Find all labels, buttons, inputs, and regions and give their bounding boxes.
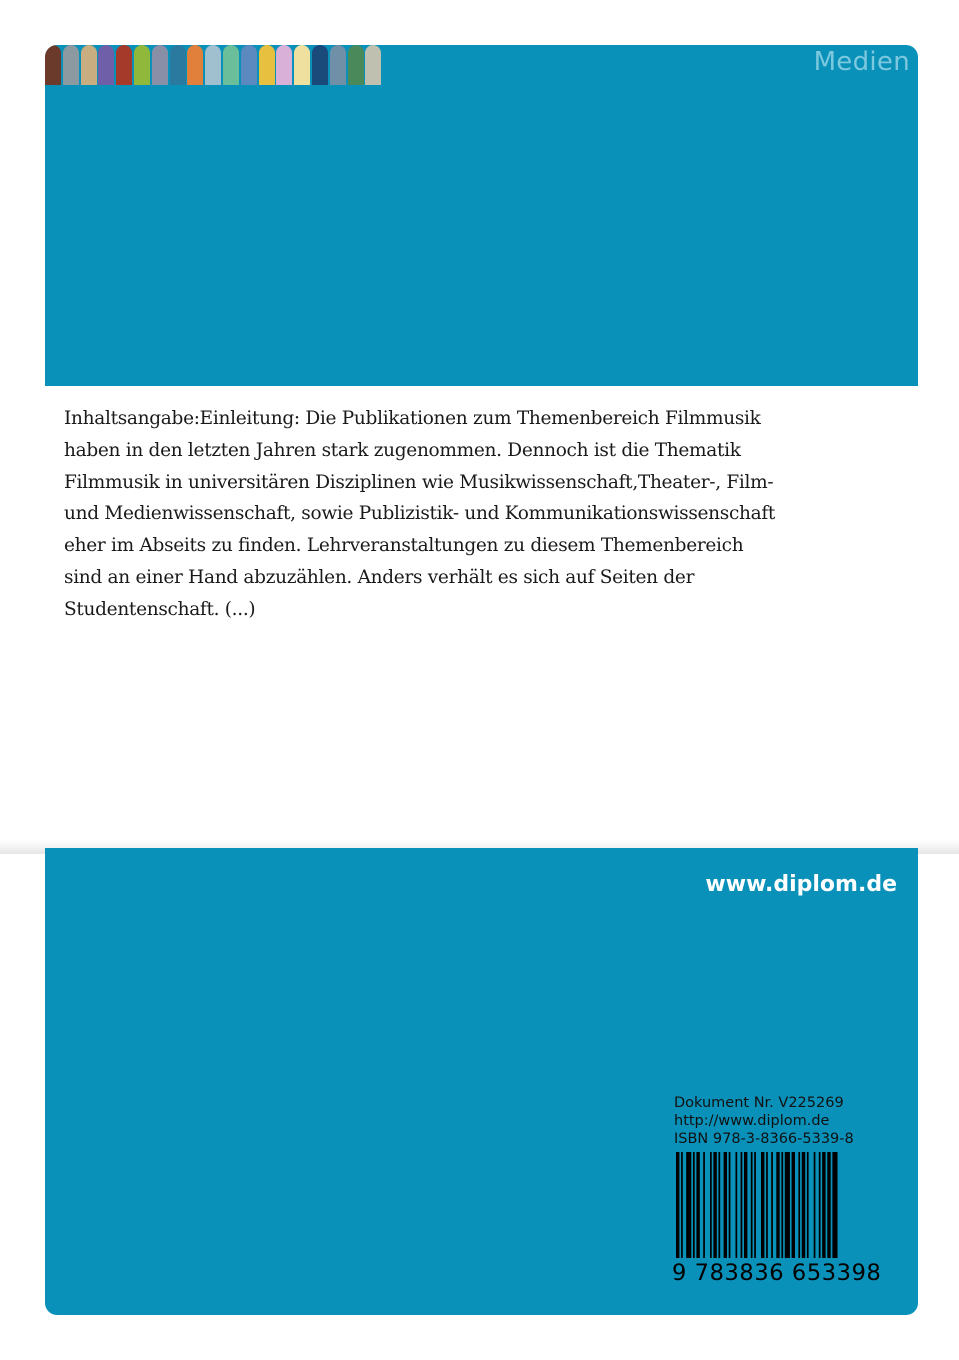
color-stripe [81,45,97,85]
barcode-bar [713,1152,716,1258]
barcode-bar [761,1152,764,1258]
color-stripe [330,45,346,85]
document-url: http://www.diplom.de [674,1113,830,1129]
color-stripe [348,45,364,85]
barcode-bar [781,1152,783,1258]
barcode-bar [754,1152,756,1258]
color-stripe [276,45,292,85]
barcode-bar [802,1152,805,1258]
series-label: Medien [813,47,910,77]
book-blurb: Inhaltsangabe:Einleitung: Die Publikationen zum Themenbereich Filmmusik haben in den letzten Jahren stark zugenommen. Dennoch ist die Thematik Filmmusik in universitären Disziplinen wie Musikwissenschaft,Theater-, Film- und Medienwissenschaft, sowie Publizistik- und Kommunikationswissenschaft eher im Abseits zu finden. Lehrveranstaltungen zu diesem Themenbereich sind an einer Hand abzuzählen. Anders verhält es sich auf Seiten der Studentenschaft. (...) [64,408,776,620]
color-stripe [294,45,310,85]
barcode-bar [676,1152,679,1258]
barcode-bar [785,1152,790,1258]
barcode-bar [798,1152,800,1258]
barcode-bar [696,1152,699,1258]
document-info [674,1094,854,1148]
color-stripe [365,45,381,85]
color-stripe [116,45,132,85]
barcode-bar [807,1152,809,1258]
color-stripe [98,45,114,85]
barcode-digits: 9 783836 653398 [672,1260,882,1286]
barcode-bar [693,1152,695,1258]
barcode-bar [814,1152,816,1258]
color-stripe [170,45,186,85]
publisher-url[interactable]: www.diplom.de [705,872,897,897]
color-stripe [187,45,203,85]
color-stripe [312,45,328,85]
isbn: ISBN 978-3-8366-5339-8 [674,1131,854,1147]
color-stripes [45,45,383,85]
barcode-bar [681,1152,683,1258]
barcode-bar [703,1152,705,1258]
color-stripe [223,45,239,85]
color-stripe [45,45,61,85]
barcode-bar [729,1152,731,1258]
barcode-bar [724,1152,727,1258]
barcode-bar [744,1152,747,1258]
cover-bottom-panel [45,848,918,1315]
color-stripe [63,45,79,85]
color-stripe [134,45,150,85]
barcode-bar [771,1152,773,1258]
document-number: Dokument Nr. V225269 [674,1095,844,1111]
barcode-bar [819,1152,821,1258]
color-stripe [205,45,221,85]
barcode-bar [792,1152,795,1258]
barcode-bar [741,1152,743,1258]
barcode-bar [827,1152,830,1258]
color-stripe [241,45,257,85]
barcode-bar [832,1152,837,1258]
barcode-bar [686,1152,691,1258]
barcode-bar [736,1152,738,1258]
color-stripe [259,45,275,85]
barcode-bar [822,1152,825,1258]
barcode-bar [751,1152,753,1258]
barcode-bar [766,1152,768,1258]
cover-top-panel [45,45,918,386]
barcode-bar [776,1152,779,1258]
barcode-bar [710,1152,712,1258]
color-stripe [152,45,168,85]
barcode-bar [719,1152,721,1258]
